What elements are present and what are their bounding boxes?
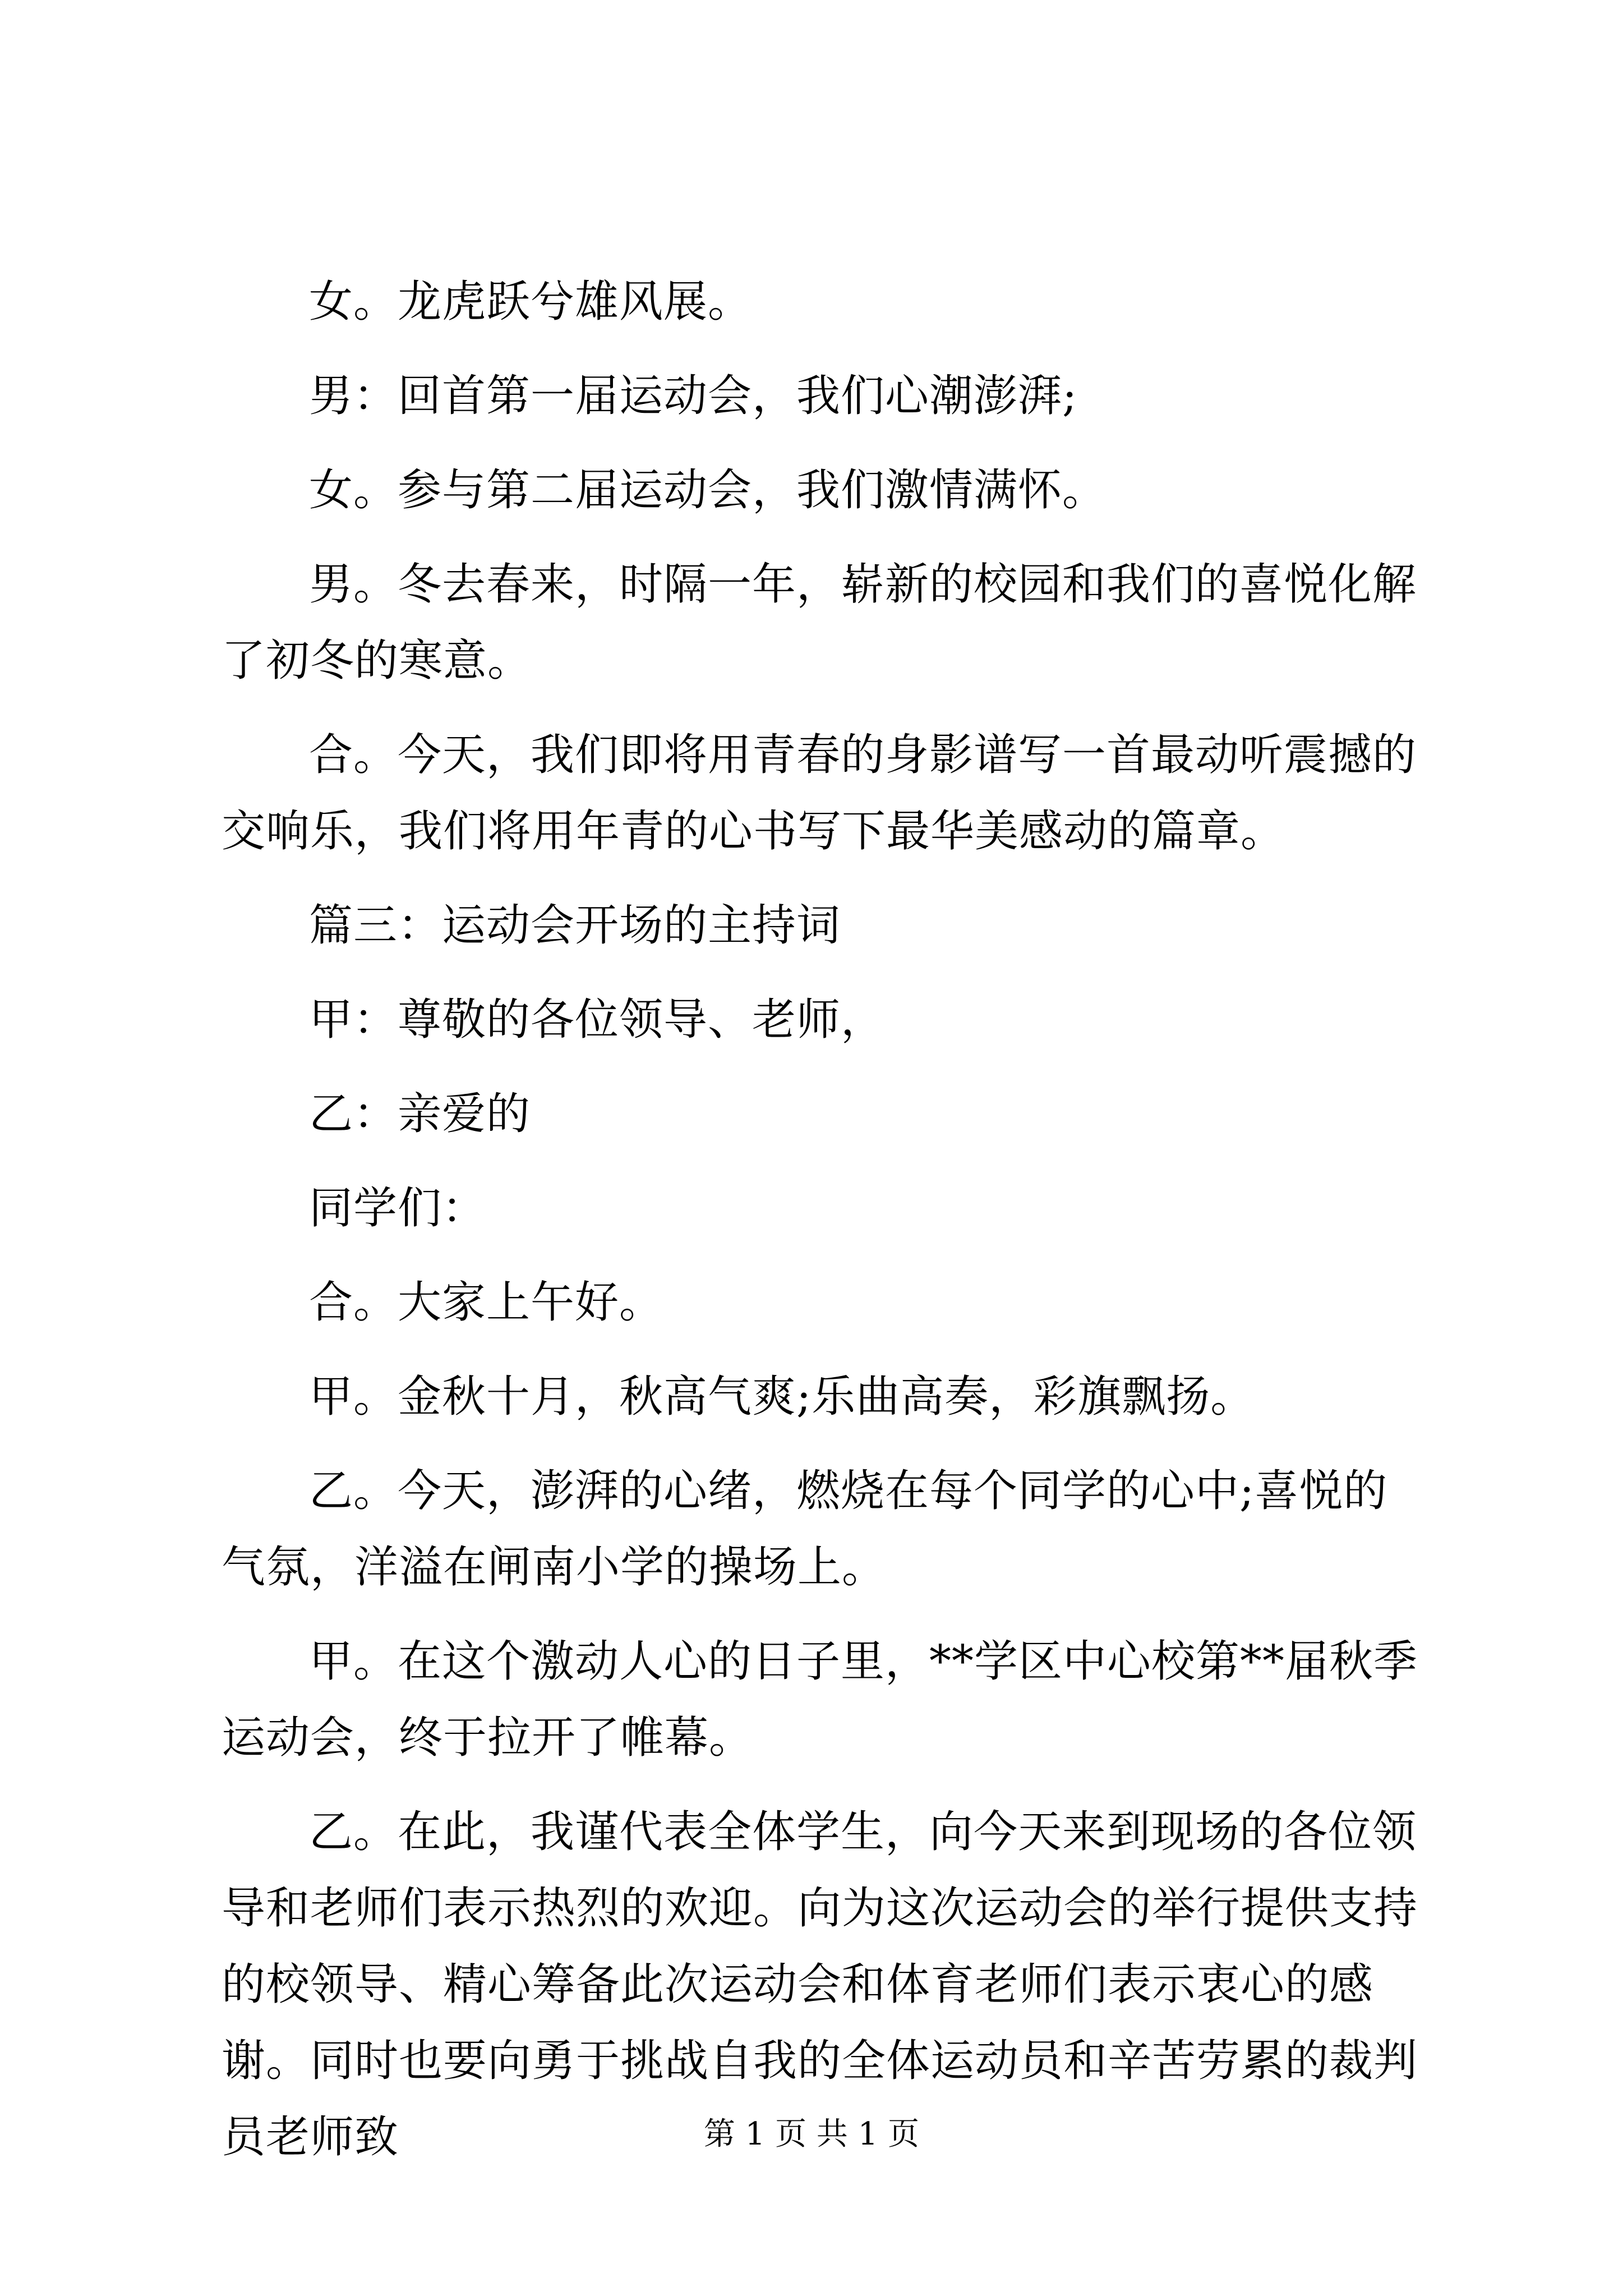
paragraph: 男：回首第一届运动会，我们心潮澎湃; — [309, 371, 1078, 421]
paragraph: 乙：亲爱的 — [309, 1089, 531, 1139]
paragraph: 甲：尊敬的各位领导、老师， — [309, 995, 886, 1045]
document-body — [222, 264, 1427, 2193]
paragraph: 乙。在此，我谨代表全体学生，向今天来到现场的各位领导和老师们表示热烈的欢迎。向为这次运动会的举行提供支持的校领导、精心筹备此次运动会和体育老师们表示衷心的感谢。同时也要向勇于挑战自我的全体运动员和辛苦劳累的裁判员老师致 — [222, 1807, 1418, 2162]
section-heading: 篇三：运动会开场的主持词 — [309, 900, 841, 951]
paragraph: 同学们： — [309, 1183, 487, 1234]
paragraph: 女。参与第二届运动会，我们激情满怀。 — [309, 465, 1107, 516]
page-footer: 第 1 页 共 1 页 — [703, 2116, 920, 2152]
paragraph: 甲。在这个激动人心的日子里，**学区中心校第**届秋季运动会，终于拉开了帷幕。 — [222, 1636, 1418, 1763]
paragraph: 合。大家上午好。 — [309, 1277, 664, 1328]
paragraph: 甲。金秋十月，秋高气爽;乐曲高奏，彩旗飘扬。 — [309, 1372, 1255, 1422]
paragraph: 女。龙虎跃兮雄风展。 — [309, 277, 753, 327]
paragraph: 合。今天，我们即将用青春的身影谱写一首最动听震撼的交响乐，我们将用年青的心书写下最华美感动的篇章。 — [222, 730, 1417, 857]
paragraph: 男。冬去春来，时隔一年，崭新的校园和我们的喜悦化解了初冬的寒意。 — [222, 559, 1417, 686]
paragraph: 乙。今天，澎湃的心绪，燃烧在每个同学的心中;喜悦的气氛，洋溢在闸南小学的操场上。 — [222, 1466, 1388, 1593]
